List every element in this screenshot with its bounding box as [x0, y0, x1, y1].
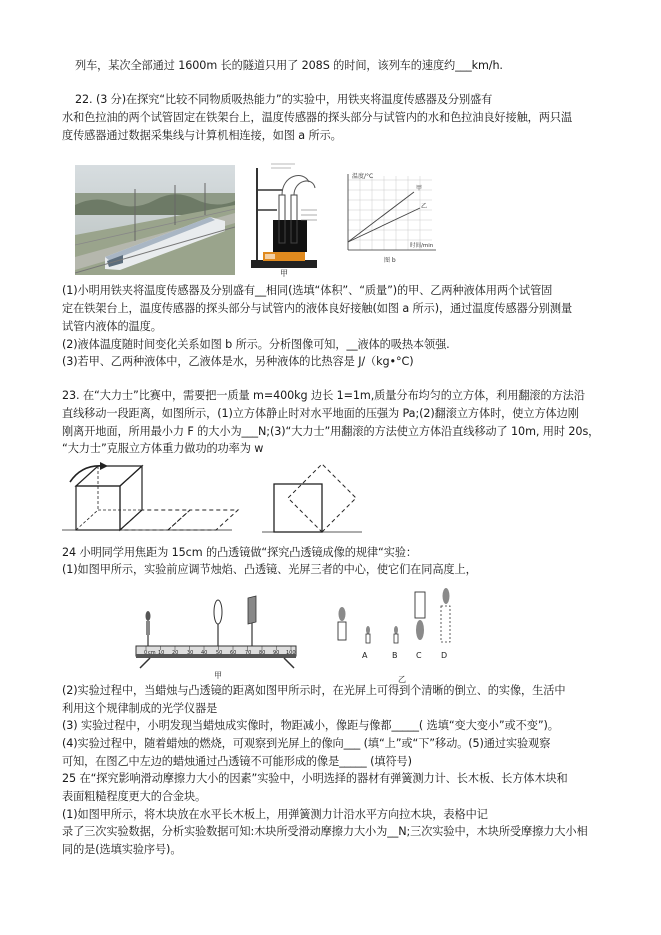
ruler-unit: cm	[148, 650, 156, 656]
graph-caption: 图 b	[384, 257, 396, 264]
series-jia-label: 甲	[416, 185, 423, 192]
train-photo	[75, 165, 235, 275]
bench-caption: 甲	[214, 671, 222, 680]
ruler-label: 70	[245, 650, 252, 656]
question-24-part-2-line-1: (2)实验过程中，当蜡烛与凸透镜的距离如图甲所示时，在光屏上可得到个清晰的倒立、的实像，生活中	[62, 684, 566, 697]
question-22-part-3: (3)若甲、乙两种液体中，乙液体是水，另种液体的比热容是 J/（kg•°C)	[62, 355, 414, 368]
question-23-line-4: “大力士”克服立方体重力做功的功率为 w	[62, 442, 264, 455]
ruler-label: 90	[273, 650, 280, 656]
ruler-label: 20	[172, 650, 179, 656]
question-23-line-3: 刚离开地面，所用最小力 F 的大小为___N;(3)“大力士”用翻滚的方法使立方体沿直线移动了 10m, 用时 20s，	[62, 425, 600, 438]
ruler-label: 30	[187, 650, 194, 656]
question-24-line-1: 24 小明同学用焦距为 15cm 的凸透镜做“探究凸透镜成像的规律“实验：	[62, 546, 417, 559]
question-23-line-2: 直线移动一段距离，如图所示，(1)立方体静止时对水平地面的压强为 Pa;(2)翻滚立方体时，使立方体边刚	[62, 407, 579, 420]
fig-a-caption: 甲	[280, 269, 288, 278]
image-label-c: C	[416, 651, 422, 660]
apparatus-diagram	[243, 160, 323, 280]
ruler-label: 100	[286, 650, 296, 656]
question-22-part-1-line-1: (1)小明用铁夹将温度传感器及分别盛有__相同(选填“体积”、“质量”)的甲、乙两种液体用两个试管固	[62, 284, 553, 297]
question-23-line-1: 23. 在“大力士”比赛中，需要把一质量 m=400kg 边长 1=1m,质量分布均匀的立方体，利用翻滚的方法沿	[62, 389, 585, 402]
question-22-part-1-line-2: 定在铁架台上，温度传感器的探头部分与试管内的液体良好接触(如图 a 所示)，通过温度传感器分别测量	[62, 302, 573, 315]
question-24-part-5: 可知，在图乙中左边的蜡烛通过凸透镜不可能形成的像是_____ (填符号)	[62, 755, 412, 768]
candles-caption: 乙	[398, 675, 406, 684]
ruler-label: 80	[259, 650, 266, 656]
question-25-part-1-line-2: 录了三次实验数据，分析实验数据可知:木块所受滑动摩擦力大小为__N;三次实验中，木块所受摩擦力大小相	[62, 825, 588, 838]
question-25-part-1-line-3: 同的是(选填实验序号)。	[62, 843, 182, 856]
temperature-graph	[332, 170, 442, 270]
cube-tipping-diagram	[262, 462, 372, 542]
image-label-b: B	[392, 651, 398, 660]
ruler-label: 60	[230, 650, 237, 656]
question-25-line-1: 25 在“探究影响滑动摩擦力大小的因素”实验中，小明选择的器材有弹簧测力计、长木板、长方体木块和	[62, 772, 568, 785]
optical-bench-diagram	[130, 588, 310, 680]
question-22-line-1: 22. (3 分)在探究“比较不同物质吸热能力”的实验中，用铁夹将温度传感器及分别盛有	[75, 93, 493, 106]
image-label-a: A	[362, 651, 368, 660]
graph-x-label: 时间/min	[410, 243, 434, 249]
question-24-part-3: (3) 实验过程中，小明发现当蜡烛成实像时，物距减小，像距与像都_____( 选填“变大变小”或不变”)。	[62, 719, 559, 732]
question-22-part-1-line-3: 试管内液体的温度。	[62, 320, 162, 333]
ruler-label: 40	[201, 650, 208, 656]
ruler-label: 10	[158, 650, 165, 656]
ruler-label: 0	[144, 650, 148, 656]
question-24-part-4: (4)实验过程中，随着蜡烛的燃烧，可观察到光屏上的像向___ (填“上”或“下”移动。(5)通过实验观察	[62, 737, 551, 750]
question-24-part-2-line-2: 利用这个规律制成的光学仪器是	[62, 702, 218, 715]
ruler-label: 50	[216, 650, 223, 656]
image-label-d: D	[441, 651, 448, 660]
question-25-line-2: 表面粗糙程度更大的合金块。	[62, 790, 207, 803]
question-25-part-1-line-1: (1)如图甲所示，将木块放在水平长木板上，用弹簧测力计沿水平方向拉木块，表格中记	[62, 808, 488, 821]
text-line-1: 列车，某次全部通过 1600m 长的隧道只用了 208S 的时间，该列车的速度约___km/h.	[75, 59, 503, 72]
question-22-line-3: 度传感器通过数据采集线与计算机相连接，如图 a 所示。	[62, 129, 342, 142]
question-24-part-1: (1)如图甲所示，实验前应调节烛焰、凸透镜、光屏三者的中心，使它们在同高度上，	[62, 563, 477, 576]
series-yi-label: 乙	[421, 203, 428, 210]
candle-images-diagram	[326, 586, 462, 686]
graph-y-label: 温度/°C	[352, 173, 374, 180]
question-22-part-2: (2)液体温度随时间变化关系如图 b 所示。分析图像可知，__液体的吸热本领强.	[62, 338, 450, 351]
question-22-line-2: 水和色拉油的两个试管固定在铁架台上，温度传感器的探头部分与试管内的水和色拉油良好接触，两只温	[62, 111, 573, 124]
